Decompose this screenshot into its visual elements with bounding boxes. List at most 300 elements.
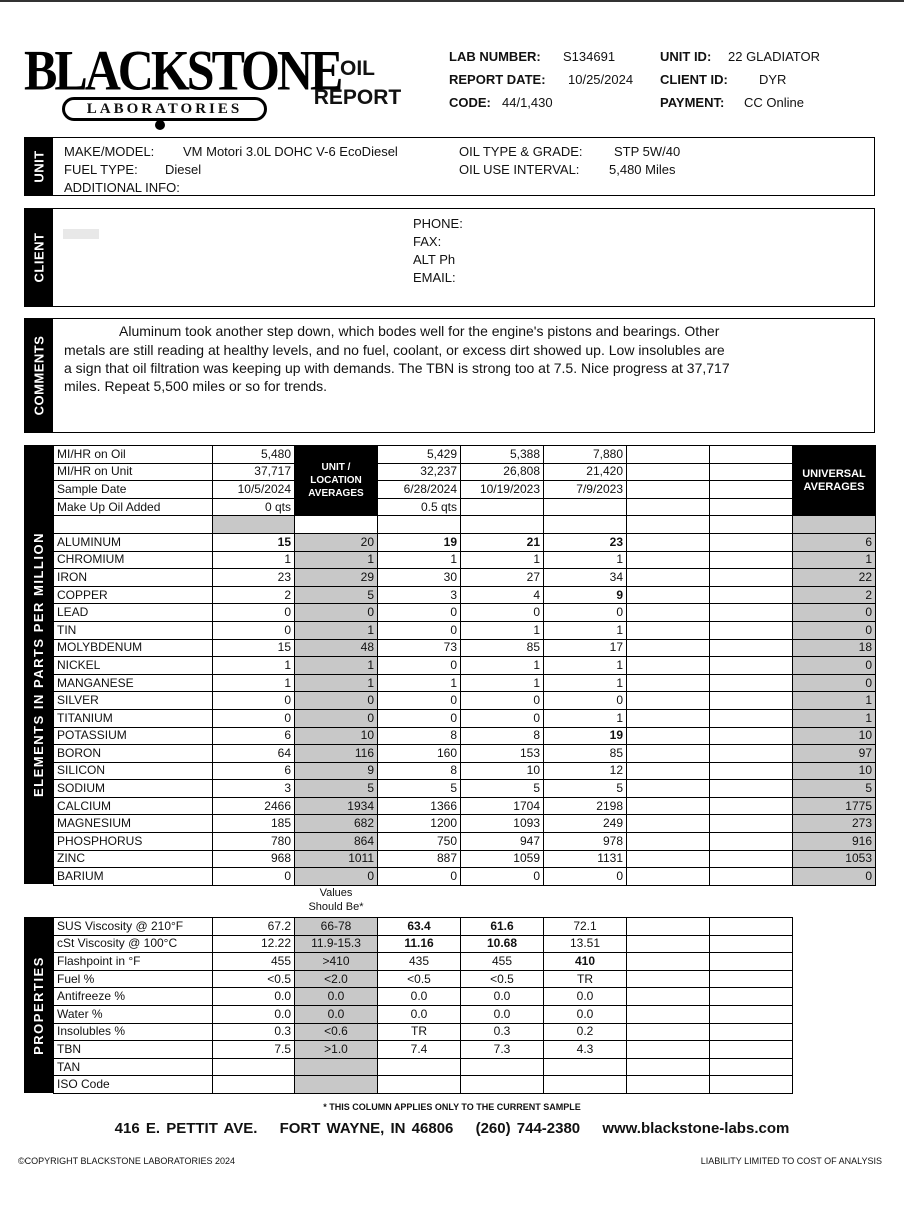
sample-3-value bbox=[544, 498, 627, 516]
empty-cell bbox=[710, 516, 793, 534]
sample-2-value: 1093 bbox=[461, 815, 544, 833]
top-border bbox=[0, 0, 904, 2]
empty-cell bbox=[627, 1005, 710, 1023]
empty-cell bbox=[627, 727, 710, 745]
element-name: SODIUM bbox=[54, 780, 213, 798]
sample-1-value: 3 bbox=[378, 586, 461, 604]
unit-side-label: UNIT bbox=[25, 138, 53, 195]
current-value: 455 bbox=[213, 953, 295, 971]
logo-sub-text: LABORATORIES bbox=[62, 97, 267, 121]
comment-line-3: a sign that oil filtration was keeping up with demands. The TBN is strong too at 7.5. Nice progress at 37,717 bbox=[64, 360, 730, 376]
element-name: LEAD bbox=[54, 604, 213, 622]
universal-average-value: 916 bbox=[793, 833, 876, 851]
element-row bbox=[54, 868, 876, 886]
unit-id-value: 22 GLADIATOR bbox=[728, 49, 820, 64]
copyright: ©COPYRIGHT BLACKSTONE LABORATORIES 2024 bbox=[18, 1156, 236, 1166]
current-value: 3 bbox=[213, 780, 295, 798]
current-value: 10/5/2024 bbox=[213, 481, 295, 499]
should-be-value bbox=[295, 1058, 378, 1076]
sample-2-value: 21 bbox=[461, 533, 544, 551]
current-value bbox=[213, 1076, 295, 1094]
payment-value: CC Online bbox=[744, 95, 804, 110]
sample-2-value: 61.6 bbox=[461, 918, 544, 936]
empty-cell bbox=[627, 970, 710, 988]
client-id-label: CLIENT ID: bbox=[660, 72, 728, 87]
property-name: Insolubles % bbox=[54, 1023, 213, 1041]
unit-average-value: 1 bbox=[295, 621, 378, 639]
report-date-label: REPORT DATE: bbox=[449, 72, 546, 87]
current-value: 5,480 bbox=[213, 446, 295, 464]
alt-phone-label: ALT Ph bbox=[413, 252, 456, 267]
universal-average-value: 10 bbox=[793, 762, 876, 780]
should-be-value: 0.0 bbox=[295, 988, 378, 1006]
lab-phone: (260) 744-2380 bbox=[475, 1120, 581, 1137]
element-row bbox=[54, 815, 876, 833]
empty-cell bbox=[710, 481, 793, 499]
current-value: 1 bbox=[213, 657, 295, 675]
empty-cell bbox=[710, 797, 793, 815]
sample-2-value bbox=[461, 1076, 544, 1094]
element-name: TITANIUM bbox=[54, 709, 213, 727]
current-value: 780 bbox=[213, 833, 295, 851]
empty-cell bbox=[710, 446, 793, 464]
comment-line-4: miles. Repeat 5,500 miles or so for trends. bbox=[64, 378, 328, 394]
sample-2-value: 10/19/2023 bbox=[461, 481, 544, 499]
sample-1-value: 19 bbox=[378, 533, 461, 551]
property-row bbox=[54, 953, 793, 971]
sample-1-value: 6/28/2024 bbox=[378, 481, 461, 499]
sample-1-value: 7.4 bbox=[378, 1041, 461, 1059]
sample-1-value: 0.5 qts bbox=[378, 498, 461, 516]
blackstone-logo bbox=[24, 37, 341, 130]
sample-3-value: 249 bbox=[544, 815, 627, 833]
empty-cell bbox=[710, 533, 793, 551]
empty-cell bbox=[627, 709, 710, 727]
element-name: BORON bbox=[54, 745, 213, 763]
sample-3-value: 5 bbox=[544, 780, 627, 798]
report-title bbox=[305, 54, 410, 112]
current-value: 12.22 bbox=[213, 935, 295, 953]
sample-2-value: 1704 bbox=[461, 797, 544, 815]
current-value: 15 bbox=[213, 639, 295, 657]
property-name: Antifreeze % bbox=[54, 988, 213, 1006]
make-model-value: VM Motori 3.0L DOHC V-6 EcoDiesel bbox=[183, 144, 398, 159]
element-name: MOLYBDENUM bbox=[54, 639, 213, 657]
sample-3-value bbox=[544, 1076, 627, 1094]
logo-main-text: BLACKSTONE bbox=[24, 37, 341, 103]
element-row bbox=[54, 797, 876, 815]
sample-1-value: 63.4 bbox=[378, 918, 461, 936]
sample-3-value: 23 bbox=[544, 533, 627, 551]
empty-cell bbox=[710, 727, 793, 745]
sample-3-value: 85 bbox=[544, 745, 627, 763]
current-value: 37,717 bbox=[213, 463, 295, 481]
empty-cell bbox=[627, 533, 710, 551]
empty-cell bbox=[710, 935, 793, 953]
sample-1-value: 0 bbox=[378, 621, 461, 639]
current-value: 0 bbox=[213, 868, 295, 886]
unit-average-value: 48 bbox=[295, 639, 378, 657]
element-row bbox=[54, 674, 876, 692]
unit-average-value: 0 bbox=[295, 692, 378, 710]
empty-cell bbox=[627, 674, 710, 692]
sample-3-value: 19 bbox=[544, 727, 627, 745]
current-value: 1 bbox=[213, 551, 295, 569]
universal-average-value: 6 bbox=[793, 533, 876, 551]
property-row bbox=[54, 1041, 793, 1059]
unit-average-value: 116 bbox=[295, 745, 378, 763]
empty-cell bbox=[627, 1076, 710, 1094]
sample-1-value bbox=[378, 1058, 461, 1076]
info-row bbox=[54, 463, 876, 481]
empty-cell bbox=[461, 516, 544, 534]
element-row bbox=[54, 639, 876, 657]
universal-averages-header: UNIVERSAL AVERAGES bbox=[793, 446, 876, 516]
client-name-redacted bbox=[63, 225, 99, 240]
sample-2-value bbox=[461, 498, 544, 516]
sample-1-value: 160 bbox=[378, 745, 461, 763]
sample-1-value: 750 bbox=[378, 833, 461, 851]
row-label: MI/HR on Unit bbox=[54, 463, 213, 481]
current-value: 67.2 bbox=[213, 918, 295, 936]
sample-2-value: 26,808 bbox=[461, 463, 544, 481]
empty-cell bbox=[710, 569, 793, 587]
sample-2-value: 0 bbox=[461, 692, 544, 710]
sample-3-value: 1 bbox=[544, 621, 627, 639]
current-value: 2 bbox=[213, 586, 295, 604]
empty-cell bbox=[710, 833, 793, 851]
element-name: MANGANESE bbox=[54, 674, 213, 692]
title-line-2: REPORT bbox=[313, 86, 402, 109]
sample-3-value: 7/9/2023 bbox=[544, 481, 627, 499]
sample-3-value: 0.0 bbox=[544, 1005, 627, 1023]
empty-cell bbox=[627, 551, 710, 569]
universal-average-value: 0 bbox=[793, 621, 876, 639]
current-value: 1 bbox=[213, 674, 295, 692]
fax-label: FAX: bbox=[413, 234, 442, 249]
sample-1-value: 887 bbox=[378, 850, 461, 868]
current-value: 0.0 bbox=[213, 988, 295, 1006]
payment-label: PAYMENT: bbox=[660, 95, 725, 110]
additional-info-label: ADDITIONAL INFO: bbox=[64, 180, 180, 195]
element-row bbox=[54, 657, 876, 675]
empty-cell bbox=[627, 516, 710, 534]
empty-cell bbox=[295, 516, 378, 534]
sample-3-value: 4.3 bbox=[544, 1041, 627, 1059]
property-name: SUS Viscosity @ 210°F bbox=[54, 918, 213, 936]
empty-cell bbox=[710, 621, 793, 639]
empty-cell bbox=[213, 516, 295, 534]
lab-number-label: LAB NUMBER: bbox=[449, 49, 541, 64]
sample-2-value: 0 bbox=[461, 604, 544, 622]
make-model-label: MAKE/MODEL: bbox=[64, 144, 155, 159]
current-value: 6 bbox=[213, 727, 295, 745]
sample-1-value: 8 bbox=[378, 727, 461, 745]
universal-average-value: 0 bbox=[793, 604, 876, 622]
element-name: MAGNESIUM bbox=[54, 815, 213, 833]
property-name: Fuel % bbox=[54, 970, 213, 988]
should-be-value: 0.0 bbox=[295, 1005, 378, 1023]
sample-3-value: 1 bbox=[544, 551, 627, 569]
sample-1-value: 435 bbox=[378, 953, 461, 971]
sample-3-value: 2198 bbox=[544, 797, 627, 815]
unit-average-value: 20 bbox=[295, 533, 378, 551]
property-name: TAN bbox=[54, 1058, 213, 1076]
current-value: 0.3 bbox=[213, 1023, 295, 1041]
sample-1-value: 0.0 bbox=[378, 988, 461, 1006]
lab-number-value: S134691 bbox=[563, 49, 616, 64]
empty-cell bbox=[710, 639, 793, 657]
should-be-value: >410 bbox=[295, 953, 378, 971]
element-row bbox=[54, 762, 876, 780]
unit-average-value: 5 bbox=[295, 586, 378, 604]
empty-cell bbox=[627, 850, 710, 868]
sample-1-value: 5 bbox=[378, 780, 461, 798]
row-label: Sample Date bbox=[54, 481, 213, 499]
sample-2-value: 1 bbox=[461, 674, 544, 692]
sample-3-value: 12 bbox=[544, 762, 627, 780]
universal-average-value: 0 bbox=[793, 674, 876, 692]
element-name: ALUMINUM bbox=[54, 533, 213, 551]
unit-average-value: 5 bbox=[295, 780, 378, 798]
unit-average-value: 1 bbox=[295, 551, 378, 569]
current-value: 0 bbox=[213, 709, 295, 727]
sample-1-value: 11.16 bbox=[378, 935, 461, 953]
sample-1-value: 32,237 bbox=[378, 463, 461, 481]
sample-2-value: 85 bbox=[461, 639, 544, 657]
sample-2-value: 10.68 bbox=[461, 935, 544, 953]
empty-cell bbox=[627, 745, 710, 763]
sample-2-value: 5,388 bbox=[461, 446, 544, 464]
sample-2-value: 4 bbox=[461, 586, 544, 604]
elements-side-label: ELEMENTS IN PARTS PER MILLION bbox=[24, 445, 53, 884]
unit-average-value: 864 bbox=[295, 833, 378, 851]
sample-1-value: 8 bbox=[378, 762, 461, 780]
unit-section bbox=[24, 137, 875, 196]
unit-average-value: 29 bbox=[295, 569, 378, 587]
element-name: SILVER bbox=[54, 692, 213, 710]
empty-cell bbox=[710, 918, 793, 936]
current-value: 6 bbox=[213, 762, 295, 780]
empty-cell bbox=[793, 516, 876, 534]
row-label: Make Up Oil Added bbox=[54, 498, 213, 516]
sample-2-value: 8 bbox=[461, 727, 544, 745]
current-value: 0 bbox=[213, 604, 295, 622]
empty-cell bbox=[710, 657, 793, 675]
empty-cell bbox=[710, 1058, 793, 1076]
current-value: 23 bbox=[213, 569, 295, 587]
property-name: Flashpoint in °F bbox=[54, 953, 213, 971]
empty-cell bbox=[627, 498, 710, 516]
empty-cell bbox=[710, 1076, 793, 1094]
element-row bbox=[54, 850, 876, 868]
universal-average-value: 10 bbox=[793, 727, 876, 745]
universal-average-value: 1 bbox=[793, 692, 876, 710]
sample-3-value: 410 bbox=[544, 953, 627, 971]
empty-cell bbox=[710, 1023, 793, 1041]
spacer-row bbox=[54, 516, 876, 534]
empty-cell bbox=[710, 815, 793, 833]
sample-1-value: <0.5 bbox=[378, 970, 461, 988]
property-name: TBN bbox=[54, 1041, 213, 1059]
empty-cell bbox=[710, 674, 793, 692]
sample-1-value: 0 bbox=[378, 692, 461, 710]
empty-cell bbox=[627, 780, 710, 798]
empty-cell bbox=[710, 745, 793, 763]
comments-side-label: COMMENTS bbox=[25, 319, 53, 432]
empty-cell bbox=[627, 621, 710, 639]
empty-cell bbox=[710, 953, 793, 971]
oil-use-value: 5,480 Miles bbox=[609, 162, 676, 177]
lab-address bbox=[0, 1120, 904, 1137]
element-row bbox=[54, 621, 876, 639]
element-name: COPPER bbox=[54, 586, 213, 604]
empty-cell bbox=[710, 1005, 793, 1023]
universal-average-value: 1053 bbox=[793, 850, 876, 868]
universal-average-value: 1775 bbox=[793, 797, 876, 815]
element-row bbox=[54, 709, 876, 727]
current-value: 0 bbox=[213, 692, 295, 710]
sample-3-value: 34 bbox=[544, 569, 627, 587]
unit-averages-header: UNIT / LOCATION AVERAGES bbox=[295, 446, 378, 516]
info-row bbox=[54, 481, 876, 499]
unit-average-value: 1934 bbox=[295, 797, 378, 815]
empty-cell bbox=[627, 1041, 710, 1059]
comment-line-1: Aluminum took another step down, which bodes well for the engine's pistons and bearings. Other bbox=[119, 323, 720, 339]
current-value: 0 bbox=[213, 621, 295, 639]
sample-2-value: 1 bbox=[461, 657, 544, 675]
should-be-value: <2.0 bbox=[295, 970, 378, 988]
sample-3-value: 1 bbox=[544, 709, 627, 727]
sample-1-value: 0 bbox=[378, 657, 461, 675]
sample-2-value: 0.0 bbox=[461, 1005, 544, 1023]
empty-cell bbox=[710, 1041, 793, 1059]
sample-1-value: 5,429 bbox=[378, 446, 461, 464]
sample-3-value: 0.0 bbox=[544, 988, 627, 1006]
empty-cell bbox=[627, 463, 710, 481]
oil-type-label: OIL TYPE & GRADE: bbox=[459, 144, 583, 159]
liability-note: LIABILITY LIMITED TO COST OF ANALYSIS bbox=[700, 1156, 882, 1166]
sample-2-value: 27 bbox=[461, 569, 544, 587]
oil-type-value: STP 5W/40 bbox=[614, 144, 681, 159]
sample-3-value: 0.2 bbox=[544, 1023, 627, 1041]
unit-average-value: 10 bbox=[295, 727, 378, 745]
property-row bbox=[54, 988, 793, 1006]
sample-2-value: 947 bbox=[461, 833, 544, 851]
oil-use-label: OIL USE INTERVAL: bbox=[459, 162, 580, 177]
property-row bbox=[54, 970, 793, 988]
empty-cell bbox=[710, 970, 793, 988]
fuel-type-value: Diesel bbox=[165, 162, 202, 177]
universal-average-value: 273 bbox=[793, 815, 876, 833]
unit-average-value: 0 bbox=[295, 709, 378, 727]
empty-cell bbox=[627, 1058, 710, 1076]
sample-3-value bbox=[544, 1058, 627, 1076]
sample-2-value: 1059 bbox=[461, 850, 544, 868]
empty-cell bbox=[710, 498, 793, 516]
element-row bbox=[54, 533, 876, 551]
code-value: 44/1,430 bbox=[502, 95, 553, 110]
empty-cell bbox=[710, 551, 793, 569]
empty-cell bbox=[627, 815, 710, 833]
website-link[interactable]: www.blackstone-labs.com bbox=[602, 1120, 790, 1137]
empty-cell bbox=[710, 850, 793, 868]
info-row bbox=[54, 446, 876, 464]
current-value: 2466 bbox=[213, 797, 295, 815]
sample-3-value: TR bbox=[544, 970, 627, 988]
property-name: cSt Viscosity @ 100°C bbox=[54, 935, 213, 953]
element-name: IRON bbox=[54, 569, 213, 587]
unit-average-value: 682 bbox=[295, 815, 378, 833]
sample-3-value: 9 bbox=[544, 586, 627, 604]
comment-line-2: metals are still reading at healthy levels, and no fuel, coolant, or excess dirt showed up. Low insolubles are bbox=[64, 342, 725, 358]
empty-cell bbox=[627, 604, 710, 622]
sample-1-value: 1 bbox=[378, 551, 461, 569]
property-row bbox=[54, 1023, 793, 1041]
empty-cell bbox=[627, 935, 710, 953]
universal-average-value: 0 bbox=[793, 868, 876, 886]
element-row bbox=[54, 833, 876, 851]
universal-average-value: 18 bbox=[793, 639, 876, 657]
elements-table bbox=[53, 445, 876, 886]
should-be-value: 66-78 bbox=[295, 918, 378, 936]
unit-average-value: 1 bbox=[295, 674, 378, 692]
sample-2-value: 1 bbox=[461, 551, 544, 569]
sample-2-value: 5 bbox=[461, 780, 544, 798]
sample-2-value: <0.5 bbox=[461, 970, 544, 988]
sample-1-value bbox=[378, 1076, 461, 1094]
should-be-value: >1.0 bbox=[295, 1041, 378, 1059]
sample-1-value: 1200 bbox=[378, 815, 461, 833]
sample-1-value: 0 bbox=[378, 709, 461, 727]
sample-3-value: 17 bbox=[544, 639, 627, 657]
element-name: BARIUM bbox=[54, 868, 213, 886]
empty-cell bbox=[627, 833, 710, 851]
empty-cell bbox=[627, 446, 710, 464]
universal-average-value: 22 bbox=[793, 569, 876, 587]
sample-2-value bbox=[461, 1058, 544, 1076]
empty-cell bbox=[710, 586, 793, 604]
empty-cell bbox=[710, 709, 793, 727]
empty-cell bbox=[710, 692, 793, 710]
element-row bbox=[54, 604, 876, 622]
sample-1-value: 1 bbox=[378, 674, 461, 692]
empty-cell bbox=[710, 868, 793, 886]
sample-3-value: 72.1 bbox=[544, 918, 627, 936]
sample-1-value: 1366 bbox=[378, 797, 461, 815]
sample-2-value: 7.3 bbox=[461, 1041, 544, 1059]
empty-cell bbox=[627, 988, 710, 1006]
empty-cell bbox=[627, 586, 710, 604]
property-row bbox=[54, 918, 793, 936]
empty-cell bbox=[710, 988, 793, 1006]
empty-cell bbox=[710, 463, 793, 481]
sample-1-value: 73 bbox=[378, 639, 461, 657]
sample-3-value: 21,420 bbox=[544, 463, 627, 481]
element-row bbox=[54, 745, 876, 763]
unit-average-value: 0 bbox=[295, 604, 378, 622]
sample-3-value: 978 bbox=[544, 833, 627, 851]
email-label: EMAIL: bbox=[413, 270, 456, 285]
element-name: SILICON bbox=[54, 762, 213, 780]
element-name: TIN bbox=[54, 621, 213, 639]
sample-3-value: 1 bbox=[544, 674, 627, 692]
empty-cell bbox=[627, 657, 710, 675]
sample-2-value: 10 bbox=[461, 762, 544, 780]
client-section bbox=[24, 208, 875, 307]
empty-cell bbox=[544, 516, 627, 534]
element-name: PHOSPHORUS bbox=[54, 833, 213, 851]
